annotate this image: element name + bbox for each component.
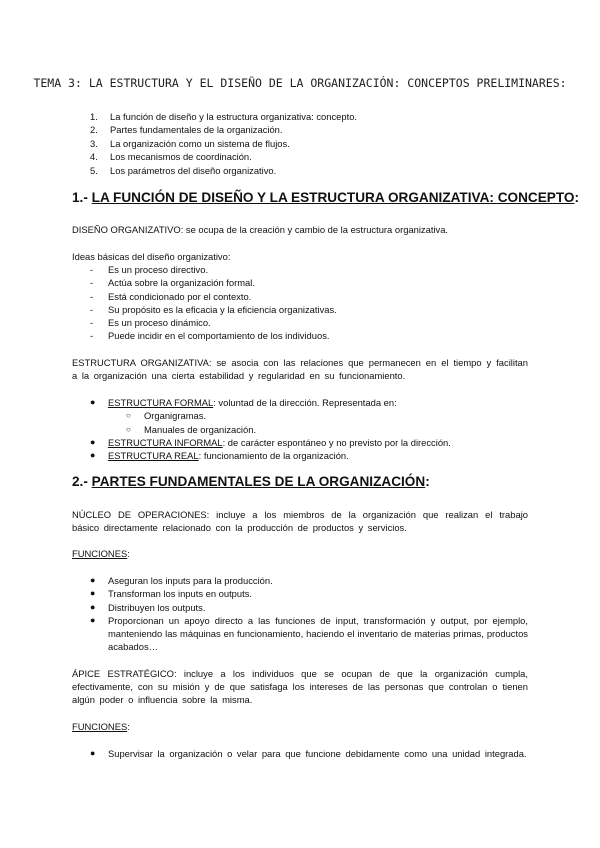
document-title: TEMA 3: LA ESTRUCTURA Y EL DISEÑO DE LA ORGANIZACIÓN: CONCEPTOS PRELIMINARES: — [33, 76, 567, 90]
list-item: ● Aseguran los inputs para la producción. — [90, 575, 273, 586]
list-item: ○ Organigramas. — [126, 410, 207, 422]
list-item: ● Transforman los inputs en outputs. — [90, 588, 252, 600]
section-2-heading: 2.- PARTES FUNDAMENTALES DE LA ORGANIZACIÓN: — [72, 474, 430, 489]
table-of-contents — [72, 110, 357, 177]
toc-item: 4. Los mecanismos de coordinación. — [90, 151, 252, 163]
list-item: ● Proporcionan un apoyo directo a las funciones de input, transformación y output, por ejemplo, manteniendo las máquinas en funcionamiento, haciendo el inventario de materias primas, productos acabados… — [90, 614, 528, 653]
list-item: ● ESTRUCTURA REAL: funcionamiento de la organización. — [90, 450, 349, 462]
funciones-label: FUNCIONES: — [72, 721, 130, 732]
estructura-types-list — [72, 396, 528, 462]
diseno-organizativo-paragraph: DISEÑO ORGANIZATIVO: se ocupa de la creación y cambio de la estructura organizativa. — [72, 224, 449, 235]
list-item: - Es un proceso dinámico. — [90, 317, 211, 329]
nucleo-operaciones-paragraph: NÚCLEO DE OPERACIONES: incluye a los miembros de la organización que realizan el trabajo básico directamente relacionado con la producción de productos y servicios. — [72, 509, 528, 533]
estructura-organizativa-paragraph: ESTRUCTURA ORGANIZATIVA: se asocia con las relaciones que permanecen en el tiempo y facilitan a la organización una cierta estabilidad y regularidad en su funcionamiento. — [72, 357, 528, 381]
toc-item: 2. Partes fundamentales de la organización. — [90, 124, 283, 136]
list-item: - Actúa sobre la organización formal. — [90, 277, 255, 289]
toc-item: 3. La organización como un sistema de flujos. — [90, 137, 290, 149]
funciones-list-2 — [72, 747, 528, 760]
list-item: - Es un proceso directivo. — [90, 264, 209, 275]
funciones-label: FUNCIONES: — [72, 548, 130, 559]
list-item: ● Distribuyen los outputs. — [90, 601, 206, 613]
list-item: ● Supervisar la organización o velar para que funcione debidamente como una unidad integrada. — [90, 748, 527, 759]
funciones-list-1 — [72, 574, 528, 654]
list-item: - Está condicionado por el contexto. — [90, 290, 252, 302]
list-item: ● ESTRUCTURA FORMAL: voluntad de la dirección. Representada en: — [90, 397, 397, 408]
section-1-heading: 1.- LA FUNCIÓN DE DISEÑO Y LA ESTRUCTURA ORGANIZATIVA: CONCEPTO: — [72, 190, 580, 205]
toc-item: 1. La función de diseño y la estructura organizativa: concepto. — [90, 111, 358, 122]
list-item: ○ Manuales de organización. — [126, 423, 257, 435]
list-item: - Su propósito es la eficacia y la eficiencia organizativas. — [90, 303, 337, 315]
list-item: - Puede incidir en el comportamiento de los individuos. — [90, 330, 330, 342]
apice-estrategico-paragraph: ÁPICE ESTRATÉGICO: incluye a los individuos que se ocupan de que la organización cumpla, efectivamente, con su misión y de que satisfaga los intereses de las personas que controlan o tienen algún poder o influencia sobre la misma. — [72, 668, 528, 705]
ideas-list — [72, 263, 337, 343]
toc-item: 5. Los parámetros del diseño organizativo. — [90, 164, 277, 176]
ideas-title: Ideas básicas del diseño organizativo: — [72, 251, 231, 262]
list-item: ● ESTRUCTURA INFORMAL: de carácter espontáneo y no previsto por la dirección. — [90, 436, 451, 448]
